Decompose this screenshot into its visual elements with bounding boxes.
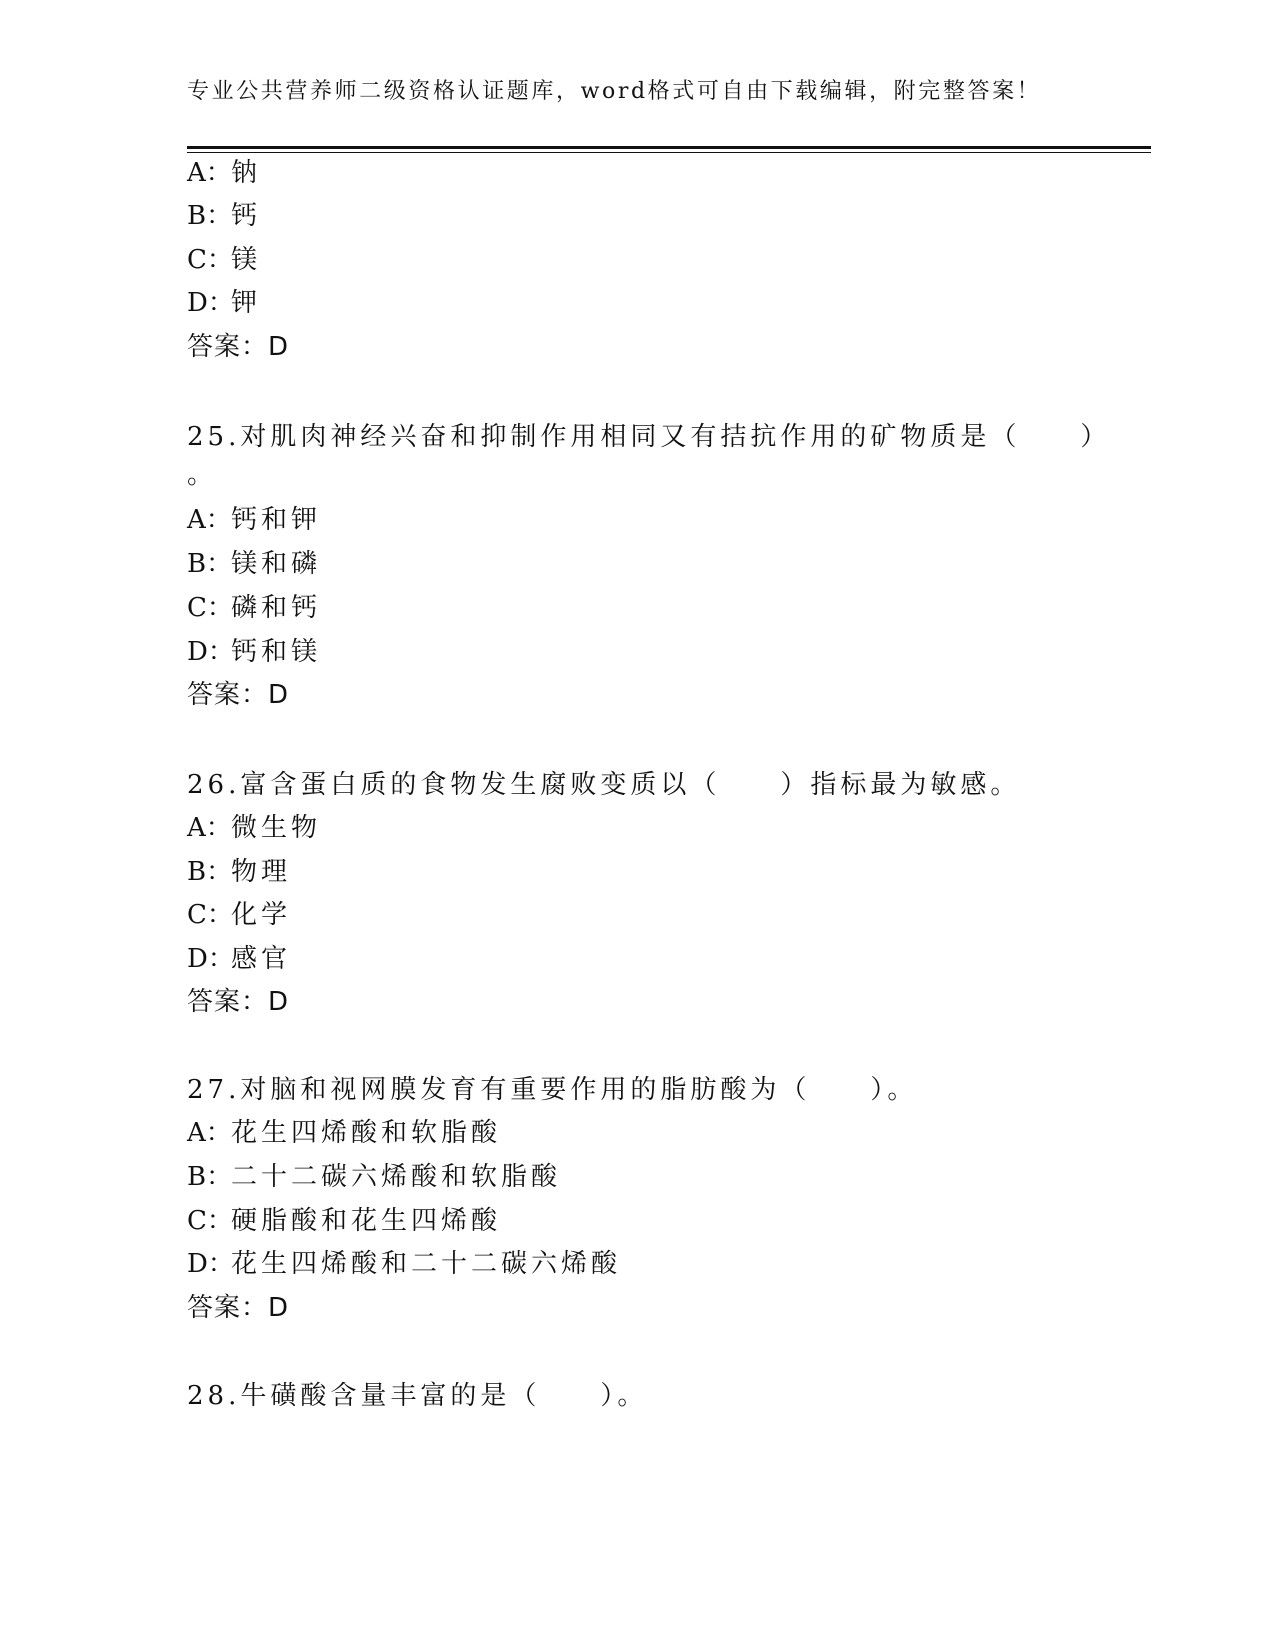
header-rule-thin xyxy=(187,152,1151,153)
option-b: B：二十二碳六烯酸和软脂酸 xyxy=(187,1162,562,1192)
header-rule-thick xyxy=(187,146,1151,149)
answer-line: 答案：D xyxy=(187,332,290,362)
option-d: D：感官 xyxy=(187,944,292,974)
option-c: C：硬脂酸和花生四烯酸 xyxy=(187,1206,502,1236)
option-a: A：微生物 xyxy=(187,813,322,843)
option-b: B：钙 xyxy=(187,201,262,231)
option-d: D：花生四烯酸和二十二碳六烯酸 xyxy=(187,1249,622,1279)
option-d: D：钾 xyxy=(187,288,262,318)
question-stem: 26.富含蛋白质的食物发生腐败变质以（ ）指标最为敏感。 xyxy=(187,770,1021,800)
question-stem-continuation: 。 xyxy=(187,460,218,490)
option-c: C：镁 xyxy=(187,245,262,275)
page-header: 专业公共营养师二级资格认证题库，word格式可自由下载编辑，附完整答案！ xyxy=(187,79,1042,104)
answer-line: 答案：D xyxy=(187,680,290,710)
option-a: A：钙和钾 xyxy=(187,505,322,535)
answer-line: 答案：D xyxy=(187,987,290,1017)
answer-line: 答案：D xyxy=(187,1293,290,1323)
option-b: B：物理 xyxy=(187,857,292,887)
option-c: C：磷和钙 xyxy=(187,593,322,623)
question-stem: 27.对脑和视网膜发育有重要作用的脂肪酸为（ ）。 xyxy=(187,1075,918,1105)
option-b: B：镁和磷 xyxy=(187,549,322,579)
option-d: D：钙和镁 xyxy=(187,637,322,667)
option-a: A：花生四烯酸和软脂酸 xyxy=(187,1118,502,1148)
option-c: C：化学 xyxy=(187,900,292,930)
option-a: A：钠 xyxy=(187,158,262,188)
question-stem: 25.对肌肉神经兴奋和抑制作用相同又有拮抗作用的矿物质是（ ） xyxy=(187,422,1111,452)
question-stem: 28.牛磺酸含量丰富的是（ ）。 xyxy=(187,1381,648,1411)
